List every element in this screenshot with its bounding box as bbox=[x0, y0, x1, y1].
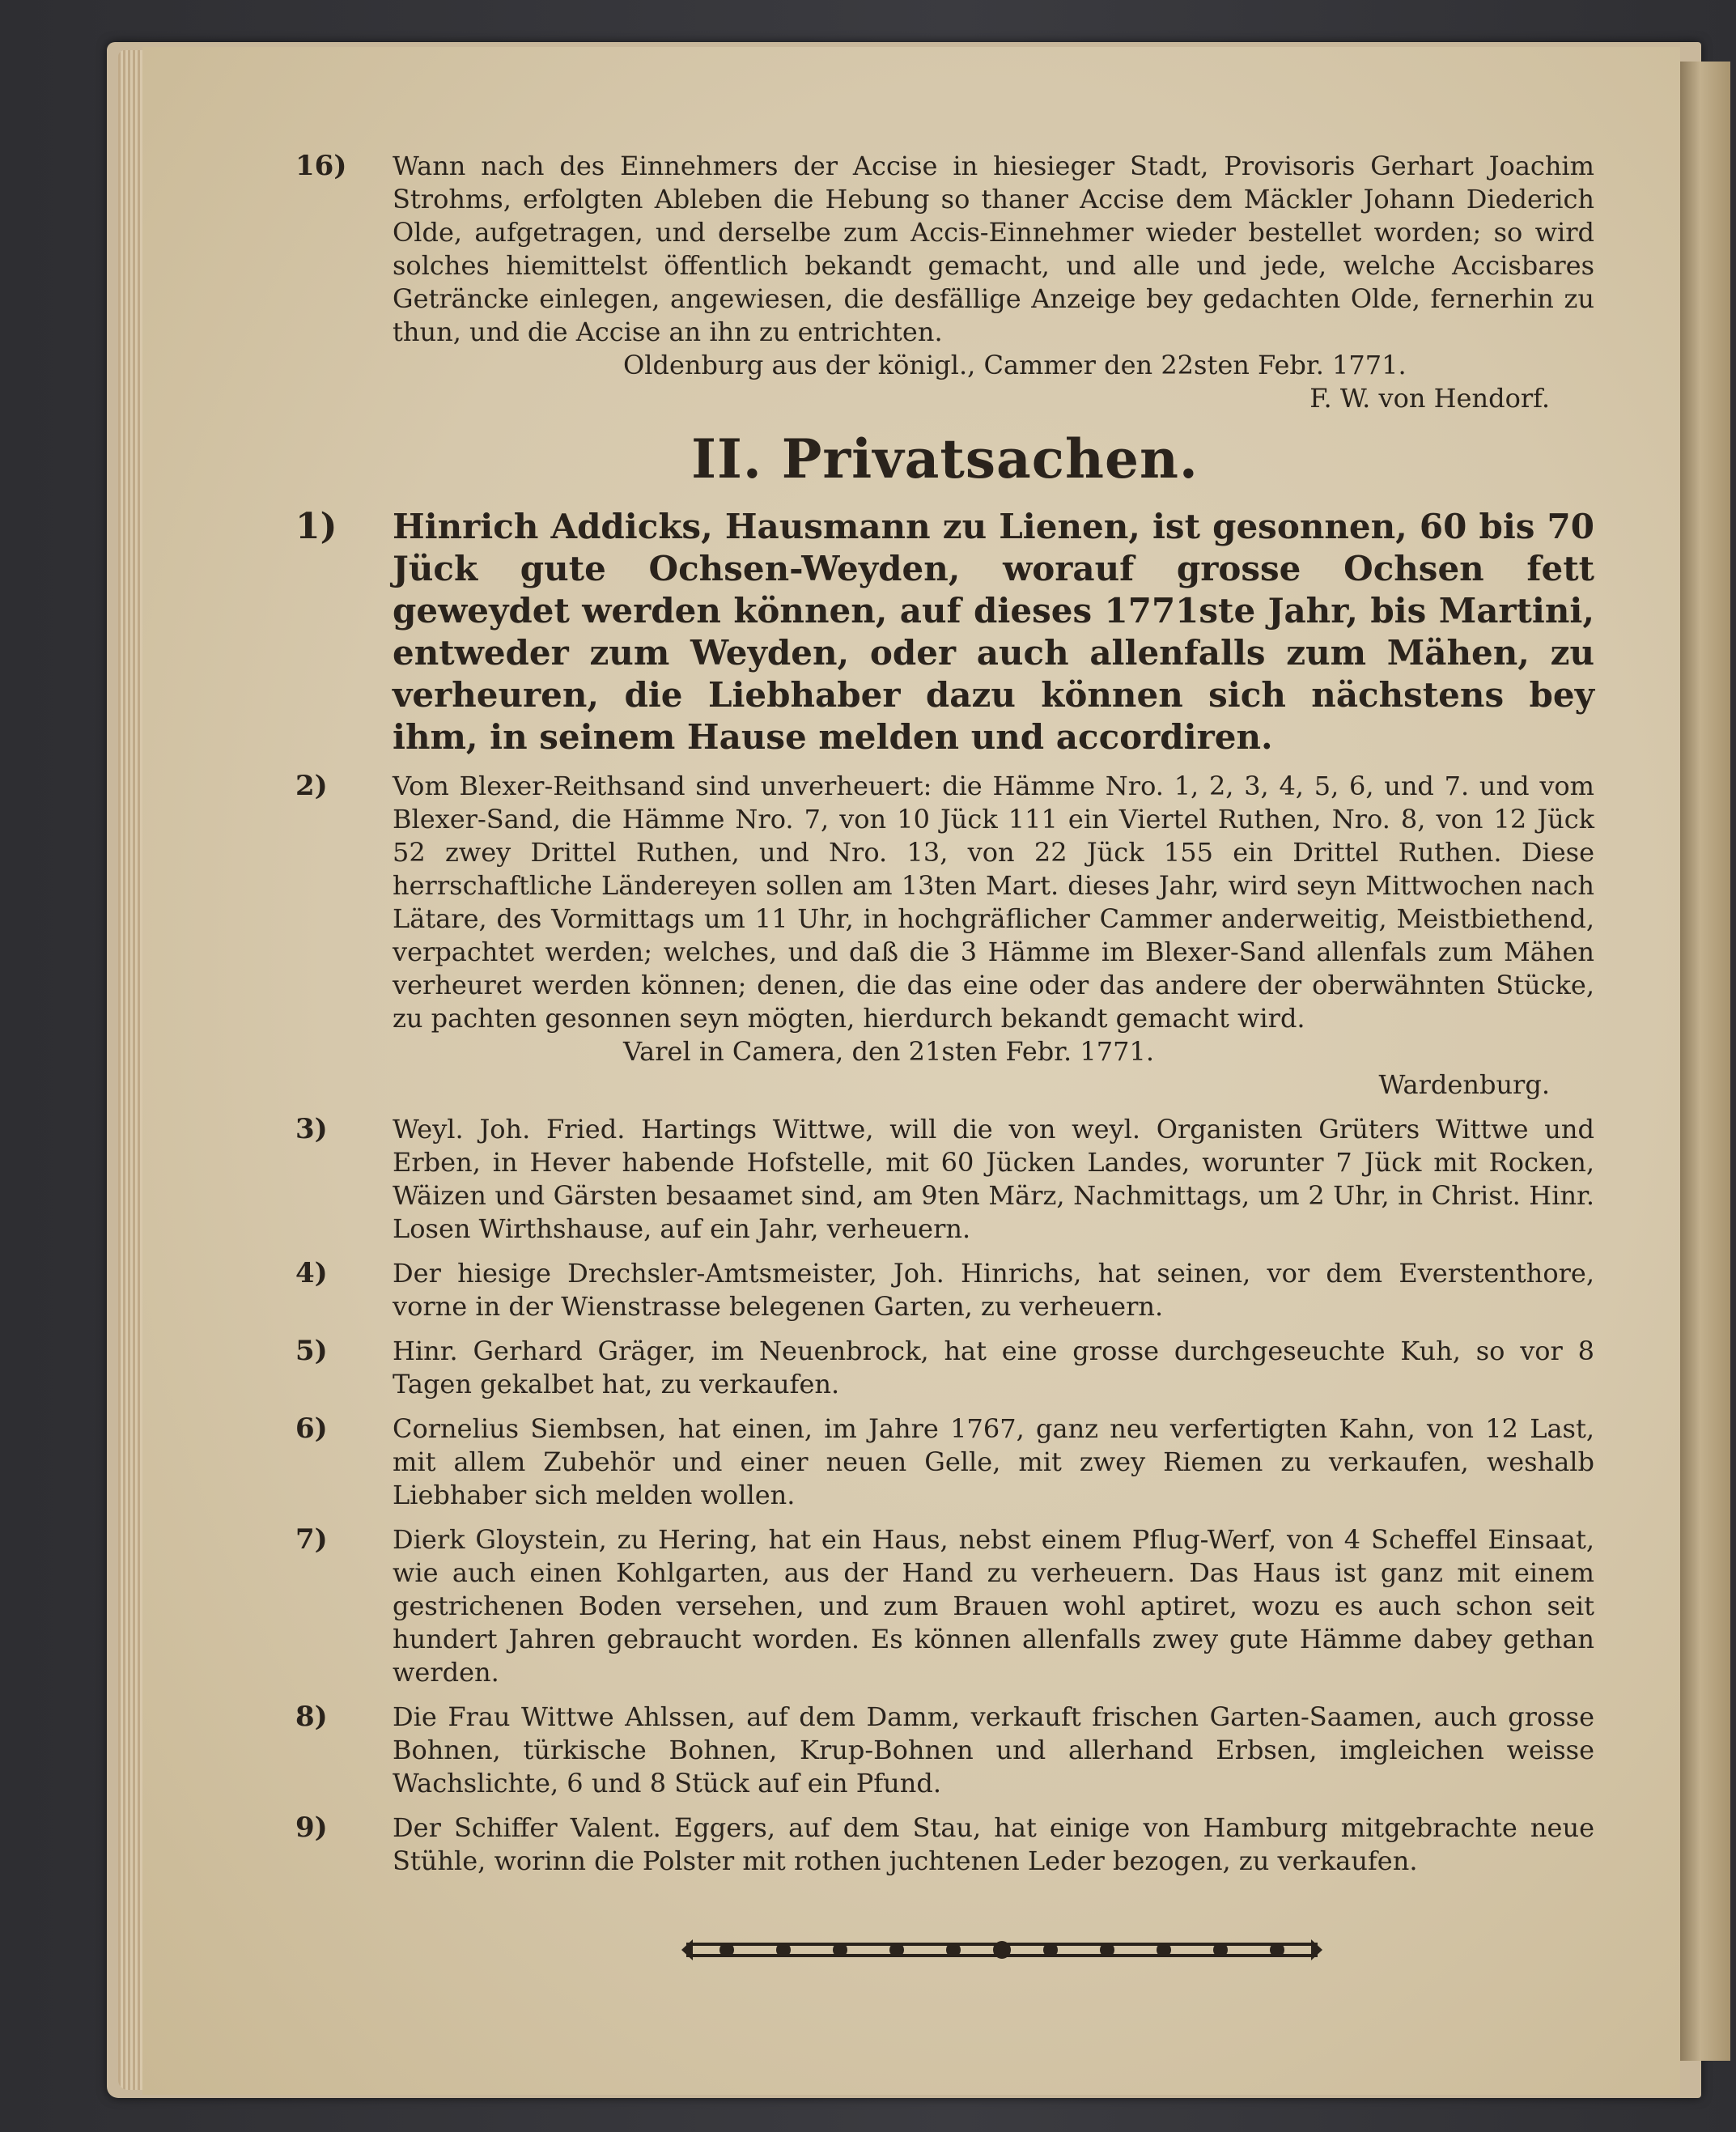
entry-number: 8) bbox=[295, 1701, 328, 1733]
entry-text: Die Frau Wittwe Ahlssen, auf dem Damm, verkauft frischen Garten-Saamen, auch grosse Bohnen, türkische Bohnen, Krup-Bohnen und allerhand Erbsen, imgleichen weisse Wachslichte, 6 und 8 Stück auf ein Pfund. bbox=[393, 1701, 1594, 1799]
entry-number: 6) bbox=[295, 1412, 328, 1445]
entry-number: 4) bbox=[295, 1257, 328, 1289]
entry-text: Vom Blexer-Reithsand sind unverheuert: die Hämme Nro. 1, 2, 3, 4, 5, 6, und 7. und vom Blexer-Sand, die Hämme Nro. 7, von 10 Jück 111 ein Viertel Ruthen, Nro. 8, von 12 Jück 52 zwey Drittel Ruthen, und Nro. 13, von 22 Jück 155 ein Drittel Ruthen. Diese herrschaftliche Ländereyen sollen am 13ten Mart. dieses Jahr, wird seyn Mittwochen nach Lätare, des Vormittags um 11 Uhr, in hochgräflicher Cammer anderweitig, Meistbiethend, verpachtet werden; welches, und daß die 3 Hämme im Blexer-Sand allenfals zum Mähen verheuret werden können; denen, die das eine oder das andere der oberwähnten Stücke, zu pachten gesonnen seyn mögten, hierdurch bekandt gemacht wird. bbox=[393, 771, 1594, 1034]
entry-text: Der Schiffer Valent. Eggers, auf dem Stau, hat einige von Hamburg mitgebrachte neue Stühle, worinn die Polster mit rothen juchtenen Leder bezogen, zu verkaufen. bbox=[393, 1812, 1594, 1876]
entry-text: Hinr. Gerhard Gräger, im Neuenbrock, hat eine grosse durchgeseuchte Kuh, so vor 8 Tagen gekalbet hat, zu verkaufen. bbox=[393, 1336, 1594, 1399]
entry-2 bbox=[295, 770, 1594, 1035]
notice-number: 16) bbox=[295, 150, 347, 182]
ornament-divider bbox=[678, 1930, 1326, 1970]
entry-4 bbox=[295, 1257, 1594, 1323]
page-edges bbox=[118, 50, 142, 2090]
entry-1 bbox=[295, 506, 1594, 758]
entry-text: Dierk Gloystein, zu Hering, hat ein Haus, nebst einem Pflug-Werf, von 4 Scheffel Einsaat, wie auch einen Kohlgarten, aus der Hand zu verheuern. Das Haus ist ganz mit einem gestrichenen Boden versehen, und zum Brauen wohl aptiret, wozu es auch schon seit hundert Jahren gebraucht worden. Es können allenfalls zwey gute Hämme dabey gethan werden. bbox=[393, 1524, 1594, 1688]
entry-number: 1) bbox=[295, 506, 337, 547]
entry-5 bbox=[295, 1335, 1594, 1401]
page-content bbox=[295, 150, 1594, 1878]
entry-3 bbox=[295, 1113, 1594, 1246]
entry-8 bbox=[295, 1701, 1594, 1800]
entry-9 bbox=[295, 1811, 1594, 1878]
notice-signature: F. W. von Hendorf. bbox=[1309, 383, 1550, 414]
entry-number: 2) bbox=[295, 770, 328, 802]
entry-number: 3) bbox=[295, 1113, 328, 1145]
facing-page-edge bbox=[1680, 62, 1730, 2061]
entry-number: 5) bbox=[295, 1335, 328, 1367]
entry-7 bbox=[295, 1523, 1594, 1689]
entry-number: 7) bbox=[295, 1523, 328, 1556]
section-heading: II. Privatsachen. bbox=[691, 427, 1199, 491]
notice-text: Wann nach des Einnehmers der Accise in hiesieger Stadt, Provisoris Gerhart Joachim Strohms, erfolgten Ableben die Hebung so thaner Accise dem Mäckler Johann Diederich Olde, aufgetragen, und derselbe zum Accis-Einnehmer wieder bestellet worden; so wird solches hiemittelst öffentlich bekandt gemacht, und alle und jede, welche Accisbares Geträncke einlegen, angewiesen, die desfällige Anzeige bey gedachten Olde, fernerhin zu thun, und die Accise an ihn zu entrichten. bbox=[393, 151, 1594, 347]
entry-text: Der hiesige Drechsler-Amtsmeister, Joh. Hinrichs, hat seinen, vor dem Everstenthore, vorne in der Wienstrasse belegenen Garten, zu verheuern. bbox=[393, 1258, 1594, 1322]
entry-text: Hinrich Addicks, Hausmann zu Lienen, ist gesonnen, 60 bis 70 Jück gute Ochsen-Weyden, worauf grosse Ochsen fett geweydet werden können, auf dieses 1771ste Jahr, bis Martini, entweder zum Weyden, oder auch allenfalls zum Mähen, zu verheuren, die Liebhaber dazu können sich nächstens bey ihm, in seinem Hause melden und accordiren. bbox=[393, 507, 1594, 757]
entry-number: 9) bbox=[295, 1811, 328, 1844]
notice-dateline: Oldenburg aus der königl., Cammer den 22sten Febr. 1771. bbox=[623, 350, 1407, 380]
entry-text: Weyl. Joh. Fried. Hartings Wittwe, will die von weyl. Organisten Grüters Wittwe und Erben, in Hever habende Hofstelle, mit 60 Jücken Landes, worunter 7 Jück mit Rocken, Wäizen und Gärsten besaamet sind, am 9ten März, Nachmittags, um 2 Uhr, in Christ. Hinr. Losen Wirthshause, auf ein Jahr, verheuern. bbox=[393, 1114, 1594, 1244]
entry-6 bbox=[295, 1412, 1594, 1512]
entry-text: Cornelius Siembsen, hat einen, im Jahre 1767, ganz neu verfertigten Kahn, von 12 Last, mit allem Zubehör und einer neuen Gelle, mit zwey Riemen zu verkaufen, weshalb Liebhaber sich melden wollen. bbox=[393, 1413, 1594, 1510]
notice-16 bbox=[295, 150, 1594, 349]
entry-signature: Wardenburg. bbox=[1378, 1069, 1550, 1100]
entry-dateline: Varel in Camera, den 21sten Febr. 1771. bbox=[623, 1036, 1154, 1067]
